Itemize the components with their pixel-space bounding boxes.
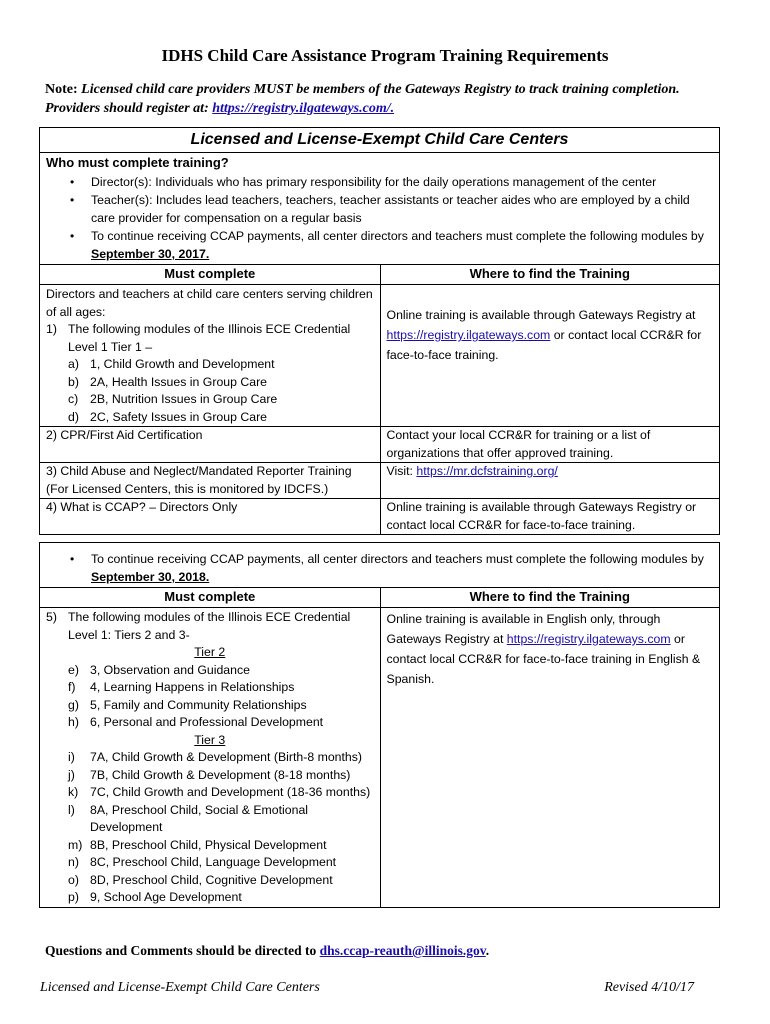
col-header-must-complete: Must complete (40, 588, 380, 608)
section-heading: Licensed and License-Exempt Child Care Centers (40, 128, 719, 153)
registry-link[interactable]: https://registry.ilgateways.com (386, 328, 551, 342)
col-header-where: Where to find the Training (380, 588, 719, 608)
list-item: • Teacher(s): Includes lead teachers, teachers, teacher assistants or teacher aides who are employed by a child care provider for compensation on a regular basis (91, 191, 713, 227)
deadline-list (40, 543, 719, 587)
list-item: i) 7A, Child Growth & Development (Birth-8 months) (68, 750, 363, 764)
training-table-2018 (40, 587, 719, 907)
list-item: f) 4, Learning Happens in Relationships (68, 680, 295, 694)
list-item: c) 2B, Nutrition Issues in Group Care (68, 392, 278, 406)
row-intro: Directors and teachers at child care centers serving children of all ages: (46, 287, 373, 319)
note-label: Note: (45, 82, 78, 97)
footer-revision: Revised 4/10/17 (604, 980, 694, 995)
deadline-date: September 30, 2017. (91, 247, 210, 261)
who-must-complete-heading: Who must complete training? (46, 155, 229, 170)
contact-email-link[interactable]: dhs.ccap-reauth@illinois.gov (319, 943, 486, 958)
where-text: Visit: (386, 464, 413, 478)
deadline-text: To continue receiving CCAP payments, all center directors and teachers must complete the following modules by (91, 229, 704, 243)
registry-link[interactable]: https://registry.ilgateways.com/. (212, 101, 395, 116)
section-2018-box (39, 542, 720, 908)
table-row (40, 285, 719, 427)
list-item: p) 9, School Age Development (68, 890, 242, 904)
registry-link[interactable]: https://registry.ilgateways.com (506, 632, 671, 646)
table-row (40, 608, 719, 907)
where-text: or contact local CCR&R for face-to-face training in English & Spanish. (386, 632, 701, 686)
table-row (40, 427, 719, 463)
where-text: or contact local CCR&R for face-to-face training. (386, 328, 702, 362)
note-text: Licensed child care providers MUST be members of the Gateways Registry to track training completion. Providers should register at: (45, 82, 680, 116)
dcfs-training-link[interactable]: https://mr.dcfstraining.org/ (416, 464, 558, 478)
list-item: d) 2C, Safety Issues in Group Care (68, 409, 268, 424)
list-item: m) 8B, Preschool Child, Physical Development (68, 837, 327, 852)
list-item (91, 550, 713, 586)
list-item: k) 7C, Child Growth and Development (18-36 months) (68, 785, 371, 799)
document-title: IDHS Child Care Assistance Program Training Requirements (161, 46, 609, 65)
footer-title: Licensed and License-Exempt Child Care Centers (40, 980, 320, 995)
tier-3-label: Tier 3 (194, 732, 226, 747)
cpr-requirement: 2) CPR/First Aid Certification (40, 427, 380, 463)
list-item: b) 2A, Health Issues in Group Care (68, 374, 268, 389)
list-item: a) 1, Child Growth and Development (68, 357, 275, 371)
where-text: Online training is available in English only, through Gateways Registry at (386, 612, 661, 646)
deadline-text: To continue receiving CCAP payments, all center directors and teachers must complete the following modules by (91, 552, 704, 566)
questions-text: Questions and Comments should be directed to (45, 943, 317, 958)
questions-period: . (485, 943, 490, 958)
col-header-where: Where to find the Training (380, 265, 719, 285)
list-item: e) 3, Observation and Guidance (68, 662, 250, 677)
list-item: • Director(s): Individuals who has primary responsibility for the daily operations management of the center (91, 173, 713, 191)
where-text: Online training is available through Gateways Registry at (386, 308, 696, 322)
training-table-2017 (40, 264, 719, 534)
where-text: Online training is available through Gateways Registry or contact local CCR&R for face-to-face training. (380, 499, 719, 535)
col-header-must-complete: Must complete (40, 265, 380, 285)
list-item: 5) The following modules of the Illinois ECE Credential Level 1: Tiers 2 and 3- (46, 610, 351, 642)
list-item (91, 227, 713, 263)
list-item: j) 7B, Child Growth & Development (8-18 months) (68, 767, 351, 782)
mandated-reporter-requirement: 3) Child Abuse and Neglect/Mandated Reporter Training (For Licensed Centers, this is monitored by IDCFS.) (40, 463, 380, 499)
list-item: h) 6, Personal and Professional Development (68, 715, 324, 729)
where-text: Contact your local CCR&R for training or a list of organizations that offer approved training. (380, 427, 719, 463)
table-row (40, 499, 719, 535)
questions-line (45, 943, 489, 959)
list-item: 1) The following modules of the Illinois ECE Credential Level 1 Tier 1 – (46, 322, 351, 354)
tier-2-label: Tier 2 (194, 645, 226, 659)
list-item: l) 8A, Preschool Child, Social & Emotional Development (68, 802, 309, 834)
what-is-ccap-requirement: 4) What is CCAP? – Directors Only (40, 499, 380, 535)
table-row (40, 463, 719, 499)
list-item: n) 8C, Preschool Child, Language Development (68, 855, 337, 869)
who-list (40, 173, 719, 263)
section-2017-box (39, 127, 720, 535)
list-item: g) 5, Family and Community Relationships (68, 697, 307, 712)
list-item: o) 8D, Preschool Child, Cognitive Development (68, 872, 333, 887)
deadline-date: September 30, 2018. (91, 570, 210, 584)
registration-note (45, 80, 725, 118)
